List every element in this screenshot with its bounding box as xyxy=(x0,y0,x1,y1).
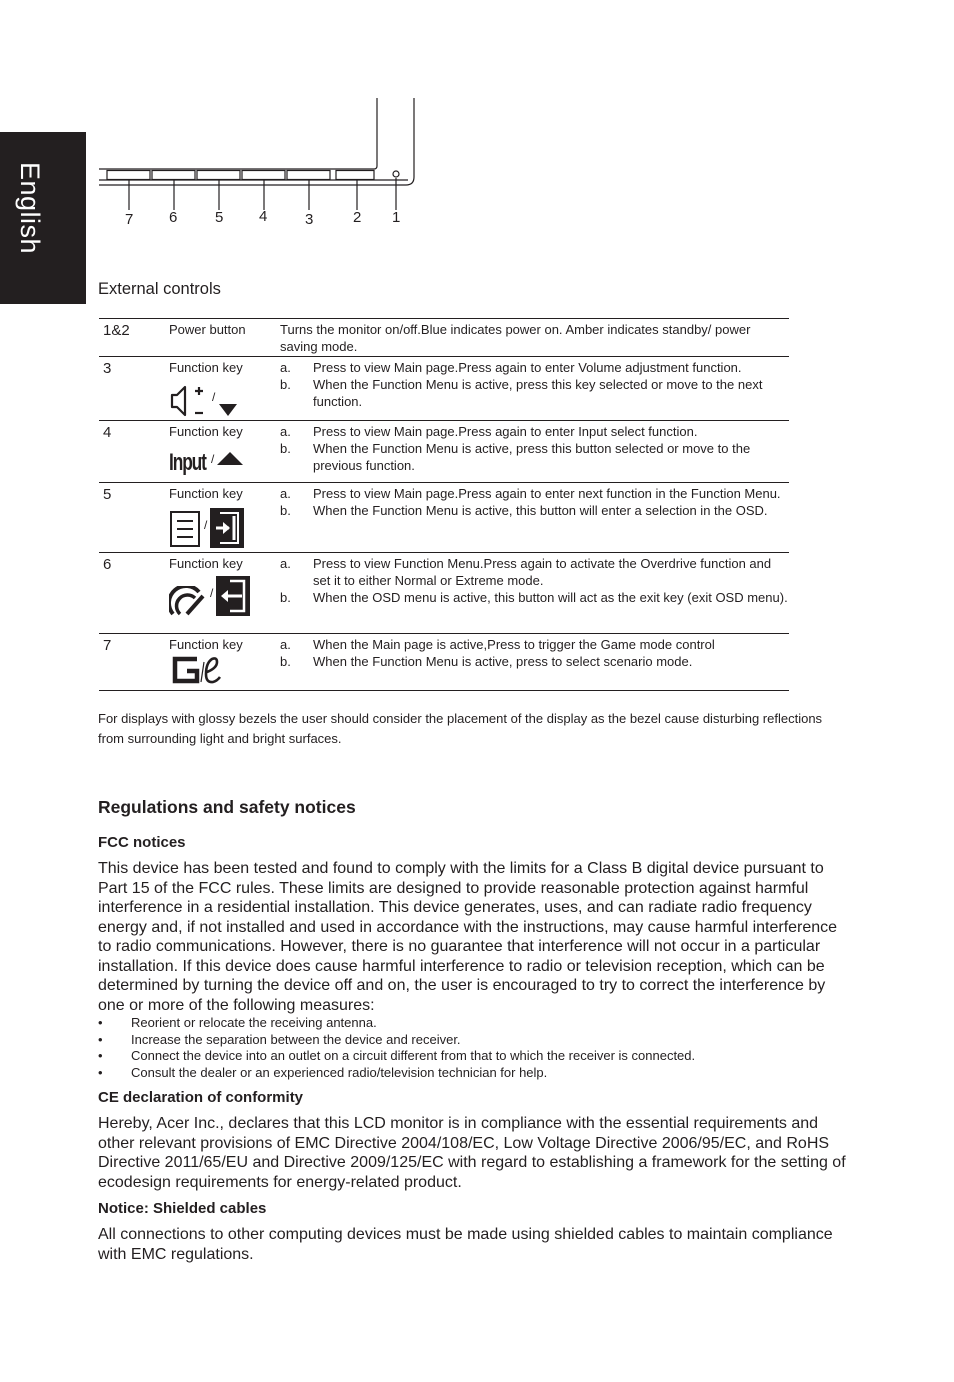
table-row xyxy=(99,634,789,691)
instruction-list xyxy=(280,359,789,410)
diagram-number-1: 1 xyxy=(392,209,401,226)
row-number: 5 xyxy=(103,486,112,503)
shielded-cables-heading: Notice: Shielded cables xyxy=(98,1200,267,1217)
table-row xyxy=(99,483,789,553)
menu-icon xyxy=(169,510,201,548)
list-item: b. When the OSD menu is active, this button will act as the exit key (exit OSD menu). xyxy=(280,590,788,605)
control-name: Power button xyxy=(169,322,246,337)
list-item: b. When the Function Menu is active, press to select scenario mode. xyxy=(280,654,693,669)
diagram-number-3: 3 xyxy=(305,211,314,228)
ce-heading: CE declaration of conformity xyxy=(98,1089,304,1106)
language-side-tab xyxy=(0,132,86,304)
list-item: a. Press to view Main page.Press again to enter Volume adjustment function. xyxy=(280,360,742,375)
external-controls-table xyxy=(99,318,789,691)
list-item: a. Press to view Main page.Press again to enter Input select function. xyxy=(280,424,698,439)
game-mode-icon xyxy=(169,654,229,686)
shielded-cables-paragraph: All connections to other computing devices must be made using shielded cables to maintain compliance with EMC regulations. xyxy=(98,1226,833,1263)
table-row xyxy=(99,553,789,634)
icon-separator: / xyxy=(211,452,215,466)
control-name: Function key xyxy=(169,637,243,652)
arrow-down-icon xyxy=(218,402,238,418)
instruction-list xyxy=(280,423,789,474)
control-name: Function key xyxy=(169,556,243,571)
diagram-number-5: 5 xyxy=(215,209,224,226)
row-number: 3 xyxy=(103,360,112,377)
list-item: a. Press to view Main page.Press again to enter next function in the Function Menu. xyxy=(280,486,781,501)
icon-separator: / xyxy=(204,518,208,532)
instruction-list xyxy=(280,485,789,519)
regulations-heading: Regulations and safety notices xyxy=(98,797,356,817)
list-item: b. When the Function Menu is active, press this key selected or move to the next function. xyxy=(280,377,763,409)
volume-icon xyxy=(169,384,209,418)
instruction-list xyxy=(280,636,789,670)
arrow-up-icon xyxy=(216,450,244,466)
input-icon: Input xyxy=(169,449,206,476)
diagram-number-2: 2 xyxy=(353,209,362,226)
bezel-note: For displays with glossy bezels the user should consider the placement of the display as the bezel cause disturbing reflections from surrounding light and bright surfaces. xyxy=(98,711,823,746)
exit-icon xyxy=(216,576,250,616)
icon-separator: / xyxy=(212,390,216,404)
row-number: 6 xyxy=(103,556,112,573)
list-item: a. Press to view Function Menu.Press again to activate the Overdrive function and set it to either Normal or Extreme mode. xyxy=(280,556,772,588)
list-item: • Connect the device into an outlet on a circuit different from that to which the receiver is connected. xyxy=(98,1048,696,1064)
instruction-list xyxy=(280,555,789,606)
table-row xyxy=(99,319,789,357)
overdrive-icon xyxy=(169,586,207,616)
list-item: • Increase the separation between the device and receiver. xyxy=(98,1031,461,1047)
control-description: Turns the monitor on/off.Blue indicates power on. Amber indicates standby/ power saving mode. xyxy=(280,322,751,354)
icon-separator: / xyxy=(210,586,214,600)
ce-paragraph: Hereby, Acer Inc., declares that this LCD monitor is in compliance with the essential requirements and other relevant provisions of EMC Directive 2004/108/EC, Low Voltage Directive 2006/95/EC, and RoHS Directive 2011/65/EU and Directive 2009/125/EC with regard to establishing a framework for the setting of ecodesign requirements for energy-related product. xyxy=(98,1115,846,1191)
control-name: Function key xyxy=(169,360,243,375)
list-item: b. When the Function Menu is active, press this button selected or move to the previous function. xyxy=(280,441,751,473)
table-row xyxy=(99,357,789,421)
enter-icon xyxy=(210,508,244,548)
list-item: • Reorient or relocate the receiving antenna. xyxy=(98,1015,377,1030)
control-name: Function key xyxy=(169,486,243,501)
row-number: 4 xyxy=(103,424,112,441)
diagram-number-7: 7 xyxy=(125,211,134,228)
diagram-number-4: 4 xyxy=(259,208,268,225)
fcc-heading: FCC notices xyxy=(98,834,186,851)
list-item: • Consult the dealer or an experienced radio/television technician for help. xyxy=(98,1065,548,1081)
language-label: English xyxy=(15,162,45,255)
row-number: 7 xyxy=(103,637,112,654)
fcc-measures-list xyxy=(98,1015,695,1082)
monitor-controls-diagram xyxy=(96,92,426,237)
table-row xyxy=(99,421,789,483)
diagram-number-6: 6 xyxy=(169,209,178,226)
list-item: a. When the Main page is active,Press to trigger the Game mode control xyxy=(280,637,715,652)
external-controls-caption: External controls xyxy=(98,280,221,298)
fcc-paragraph: This device has been tested and found to comply with the limits for a Class B digital device pursuant to Part 15 of the FCC rules. These limits are designed to provide reasonable protection against harmful interference in a residential installation. This device generates, uses, and can radiate radio frequency energy and, if not installed and used in accordance with the instructions, may cause harmful interference to radio communications. However, there is no guarantee that interference will not occur in a particular installation. If this device does cause harmful interference to radio or television reception, which can be determined by turning the device off and on, the user is encouraged to try to correct the interference by one or more of the following measures: xyxy=(98,860,838,1014)
list-item: b. When the Function Menu is active, this button will enter a selection in the OSD. xyxy=(280,503,768,518)
row-number: 1&2 xyxy=(103,322,130,339)
control-name: Function key xyxy=(169,424,243,439)
